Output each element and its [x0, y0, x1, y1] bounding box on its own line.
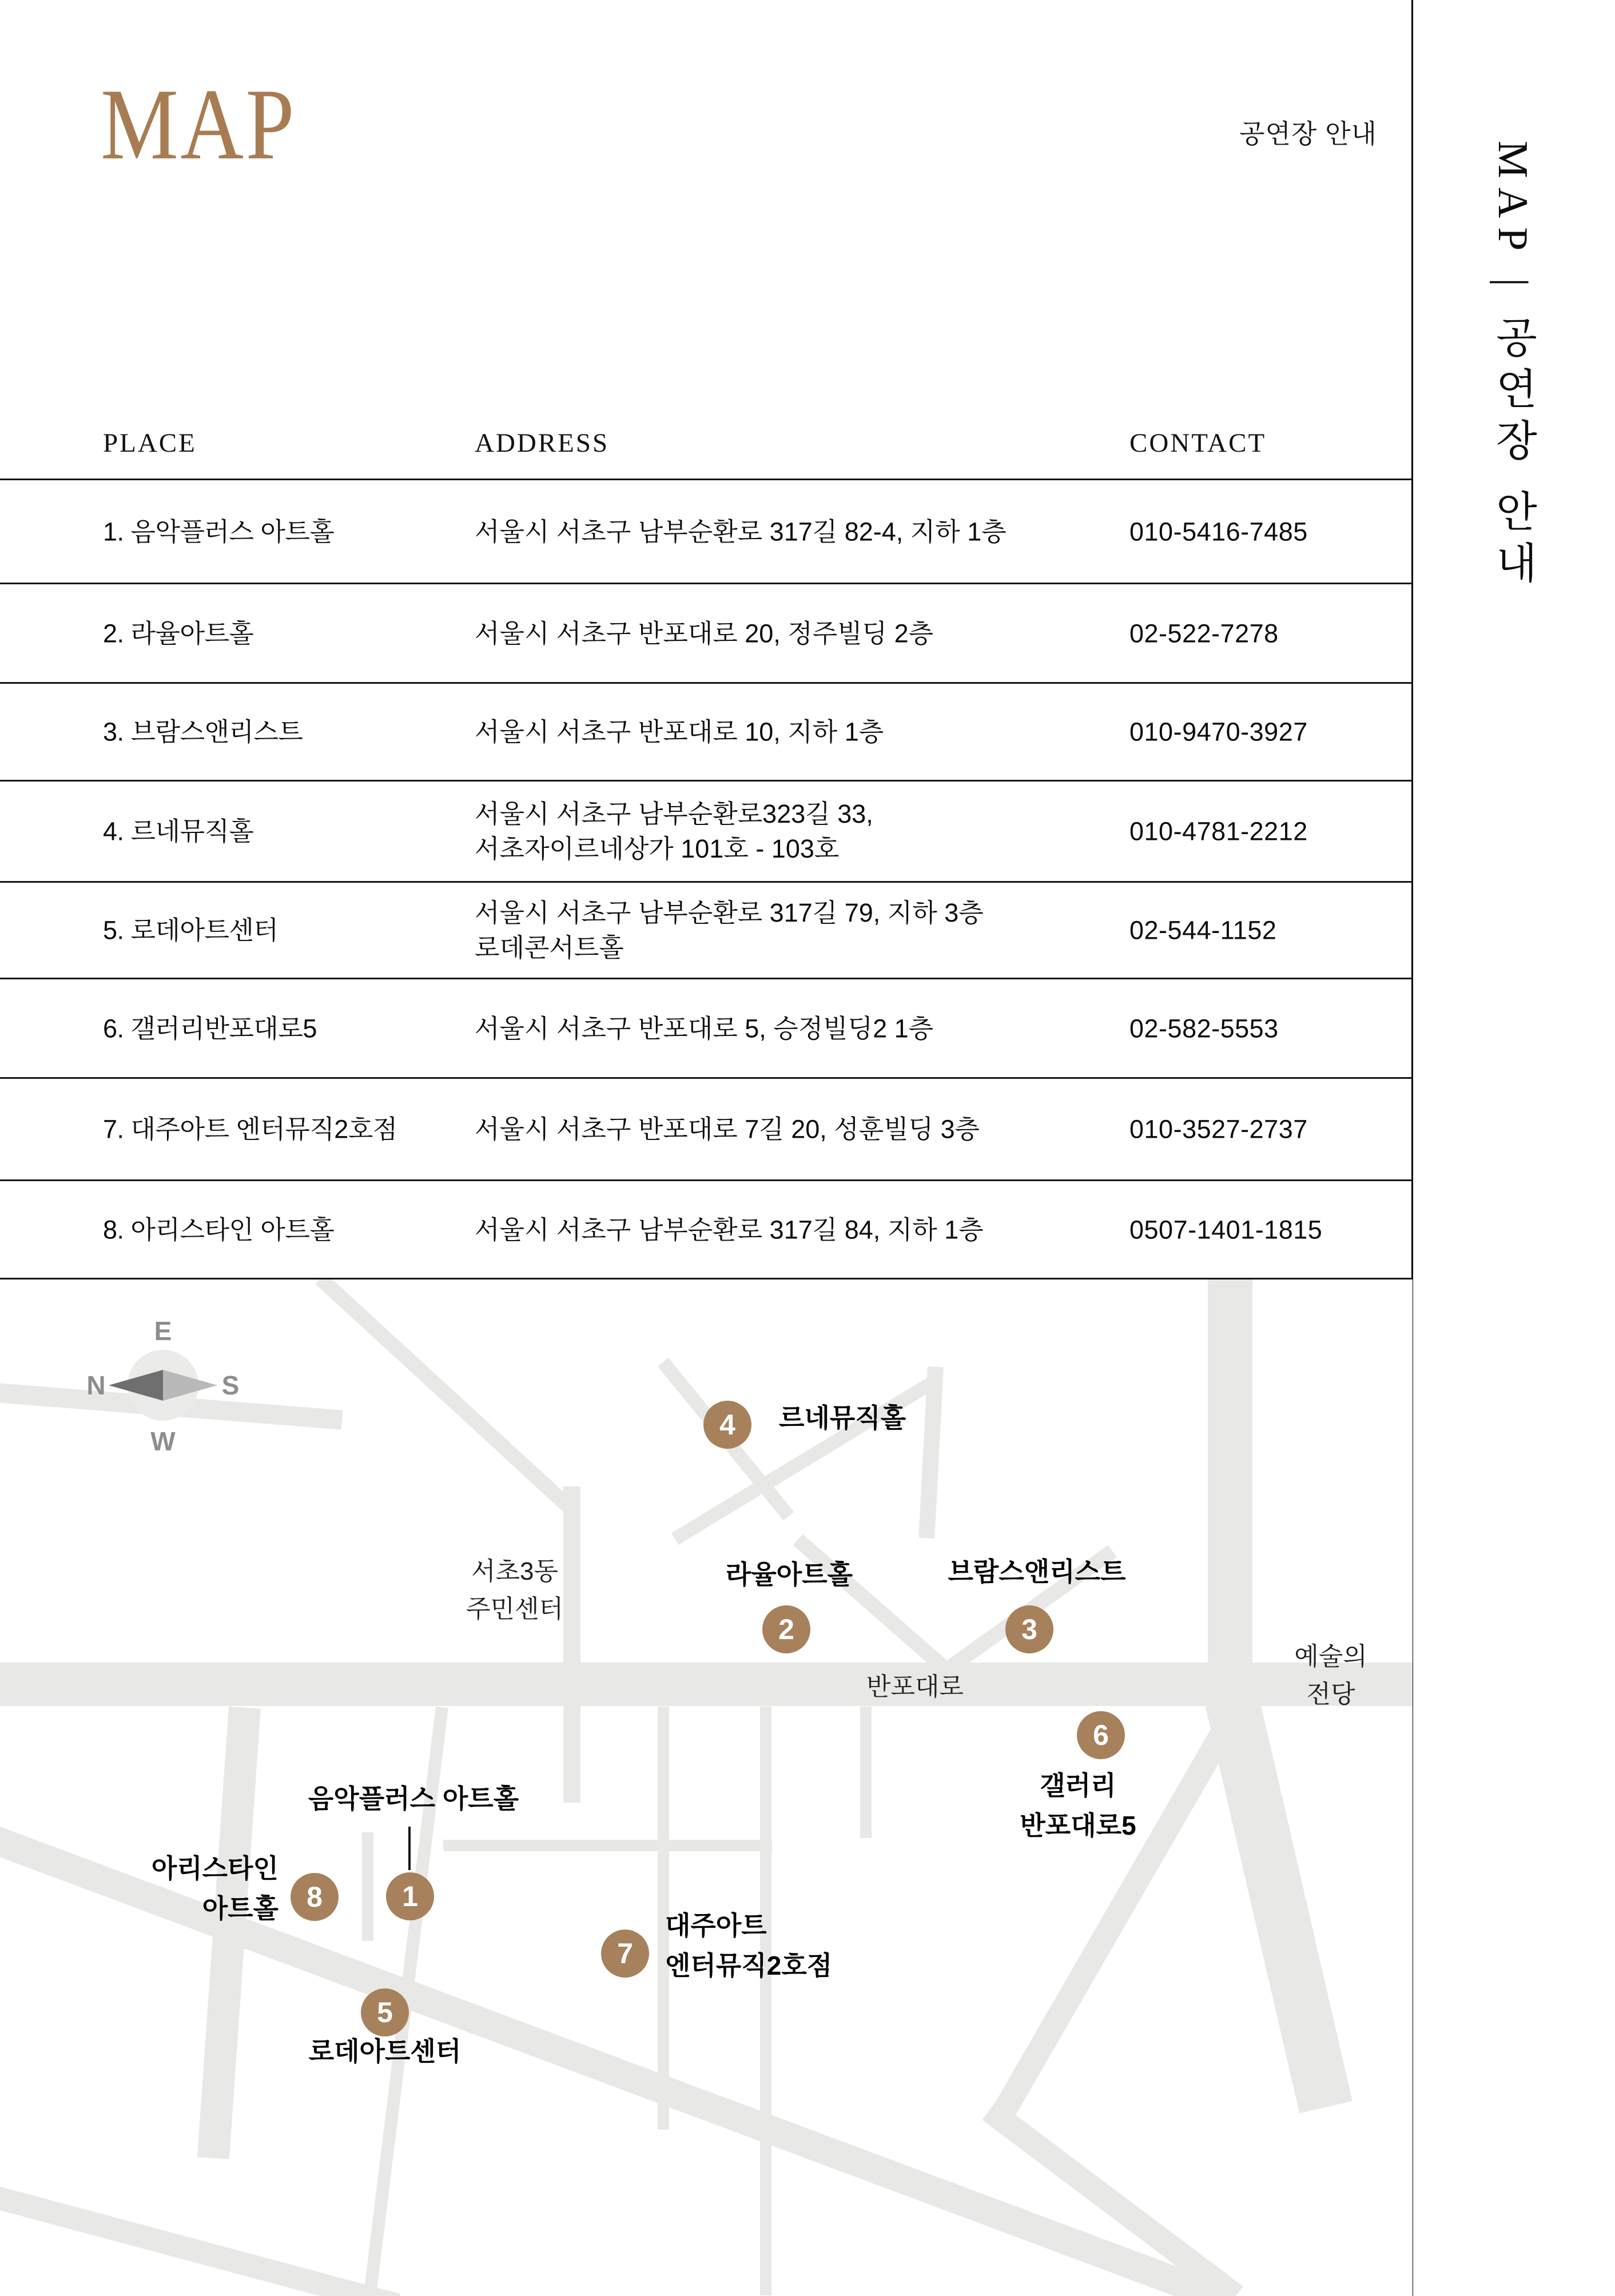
venue-name: 5. 로데아트센터	[103, 915, 279, 945]
page-subtitle: 공연장 안내	[1239, 119, 1377, 149]
venue-name: 8. 아리스타인 아트홀	[103, 1215, 335, 1244]
column-header-contact: CONTACT	[1129, 428, 1267, 458]
map-marker-label-line: 음악플러스 아트홀	[308, 1784, 519, 1813]
venue-table-header	[0, 410, 1413, 480]
map-marker-number: 7	[617, 1938, 633, 1970]
road	[1206, 1695, 1353, 2114]
compass-south-label: S	[221, 1370, 240, 1400]
compass-needle-light	[163, 1370, 217, 1401]
map-marker-number: 4	[719, 1409, 735, 1441]
area-label-line: 주민센터	[466, 1595, 564, 1623]
table-row	[0, 684, 1413, 782]
venue-address-line: 서울시 서초구 반포대로 7길 20, 성훈빌딩 3층	[475, 1114, 980, 1144]
map-marker-label-line: 라율아트홀	[725, 1560, 853, 1589]
venue-map	[0, 1279, 1413, 2296]
road	[443, 1840, 772, 1851]
column-header-place: PLACE	[103, 428, 197, 458]
map-marker-6	[1077, 1711, 1125, 1759]
venue-name: 7. 대주아트 엔터뮤직2호점	[103, 1114, 397, 1144]
venue-address	[475, 1011, 1127, 1046]
map-marker-label-line: 반포대로5	[1020, 1811, 1136, 1840]
road	[1208, 1279, 1252, 1666]
venue-contact: 02-544-1152	[1129, 915, 1277, 945]
venue-address	[475, 616, 1127, 651]
table-row	[0, 883, 1413, 979]
road	[362, 1832, 373, 1941]
table-row	[0, 979, 1413, 1079]
table-row	[0, 1079, 1413, 1181]
column-header-address: ADDRESS	[475, 428, 610, 458]
map-marker-number: 8	[307, 1881, 323, 1913]
venue-address-line: 서초자이르네상가 101호 - 103호	[475, 834, 840, 863]
map-marker-1	[386, 1872, 434, 1920]
venue-contact: 02-522-7278	[1129, 619, 1279, 648]
map-marker-number: 3	[1021, 1613, 1037, 1645]
venue-address-line: 서울시 서초구 반포대로 20, 정주빌딩 2층	[475, 619, 934, 648]
venue-address-line: 서울시 서초구 반포대로 10, 지하 1층	[475, 717, 884, 747]
road	[760, 1707, 771, 2295]
map-marker-7	[601, 1930, 649, 1978]
compass-west-label: W	[150, 1426, 176, 1456]
banpo-daero-road-label: 반포대로	[866, 1673, 964, 1701]
venue-contact: 0507-1401-1815	[1129, 1215, 1323, 1244]
map-marker-8	[291, 1873, 339, 1921]
venue-contact: 010-9470-3927	[1129, 717, 1308, 747]
area-label-line: 서초3동	[471, 1557, 558, 1585]
venue-table-body	[0, 480, 1413, 1279]
map-marker-5	[361, 1988, 409, 2036]
compass-east-label: E	[154, 1316, 172, 1346]
map-marker-label	[665, 1912, 832, 1992]
table-row	[0, 480, 1413, 584]
map-marker-number: 5	[377, 1996, 393, 2028]
area-label-line: 예술의	[1294, 1643, 1367, 1671]
area-label-line: 전당	[1306, 1680, 1355, 1708]
seoul-arts-center-label	[1294, 1644, 1367, 1720]
table-row	[0, 584, 1413, 684]
venue-address-line: 로데콘서트홀	[475, 933, 624, 962]
map-marker-label-line: 대주아트	[665, 1911, 767, 1940]
venue-address	[475, 895, 1127, 965]
venue-address	[475, 715, 1127, 750]
map-marker-label-line: 브람스앤리스트	[948, 1557, 1126, 1587]
map-marker-4	[703, 1401, 751, 1449]
map-marker-label	[152, 1855, 279, 1935]
venue-contact: 02-582-5553	[1129, 1014, 1279, 1043]
compass-north-label: N	[86, 1370, 106, 1400]
venue-name: 2. 라율아트홀	[103, 619, 254, 648]
map-marker-label	[309, 2038, 462, 2078]
venue-address-line: 서울시 서초구 남부순환로 317길 82-4, 지하 1층	[475, 517, 1007, 546]
page-title: MAP	[101, 67, 297, 181]
map-marker-label-line: 아리스타인	[151, 1853, 279, 1883]
map-marker-2	[762, 1605, 810, 1653]
map-marker-number: 6	[1093, 1719, 1109, 1751]
map-marker-number: 1	[402, 1880, 418, 1912]
map-marker-label-line: 아트홀	[202, 1894, 279, 1923]
table-row	[0, 782, 1413, 883]
road	[563, 1486, 580, 1803]
road	[991, 1707, 1245, 2122]
map-marker-number: 2	[778, 1613, 794, 1645]
road	[793, 1534, 951, 1675]
map-marker-label-line: 르네뮤직홀	[779, 1403, 906, 1433]
venue-address-line: 서울시 서초구 반포대로 5, 승정빌딩2 1층	[475, 1014, 934, 1043]
venue-address	[475, 1112, 1127, 1147]
venue-name: 3. 브람스앤리스트	[103, 717, 303, 747]
venue-name: 1. 음악플러스 아트홀	[103, 517, 335, 546]
seocho3dong-community-center-label	[466, 1559, 563, 1635]
map-marker-label	[726, 1561, 853, 1601]
banpo-daero-road	[0, 1663, 1413, 1706]
road	[671, 1373, 942, 1545]
road	[0, 2185, 400, 2296]
venue-contact: 010-5416-7485	[1129, 517, 1308, 546]
venue-address	[475, 514, 1127, 549]
table-row	[0, 1181, 1413, 1279]
venue-name: 4. 르네뮤직홀	[103, 816, 254, 846]
compass-needle-dark	[109, 1370, 163, 1401]
venue-contact: 010-4781-2212	[1129, 816, 1308, 846]
marker-connector-line	[408, 1827, 411, 1870]
map-marker-3	[1005, 1605, 1053, 1653]
venue-address-line: 서울시 서초구 남부순환로 317길 84, 지하 1층	[475, 1215, 984, 1244]
map-marker-label-line: 엔터뮤직2호점	[665, 1951, 833, 1980]
venue-contact: 010-3527-2737	[1129, 1114, 1308, 1144]
road	[315, 1279, 579, 1517]
map-marker-label	[1020, 1772, 1136, 1852]
road	[860, 1707, 872, 1838]
venue-table	[0, 410, 1413, 1279]
map-marker-label	[779, 1405, 906, 1445]
map-marker-label-line: 로데아트센터	[308, 2036, 462, 2066]
venue-address	[475, 796, 1127, 866]
venue-name: 6. 갤러리반포대로5	[103, 1014, 317, 1043]
map-marker-label	[308, 1785, 519, 1825]
venue-address	[475, 1212, 1127, 1247]
map-marker-label	[948, 1558, 1125, 1599]
venue-address-line: 서울시 서초구 남부순환로323길 33,	[475, 799, 873, 828]
map-marker-label-line: 갤러리	[1040, 1771, 1116, 1800]
venue-address-line: 서울시 서초구 남부순환로 317길 79, 지하 3층	[475, 898, 984, 927]
sidebar-vertical-label: MAP | 공연장 안내	[1489, 141, 1536, 592]
